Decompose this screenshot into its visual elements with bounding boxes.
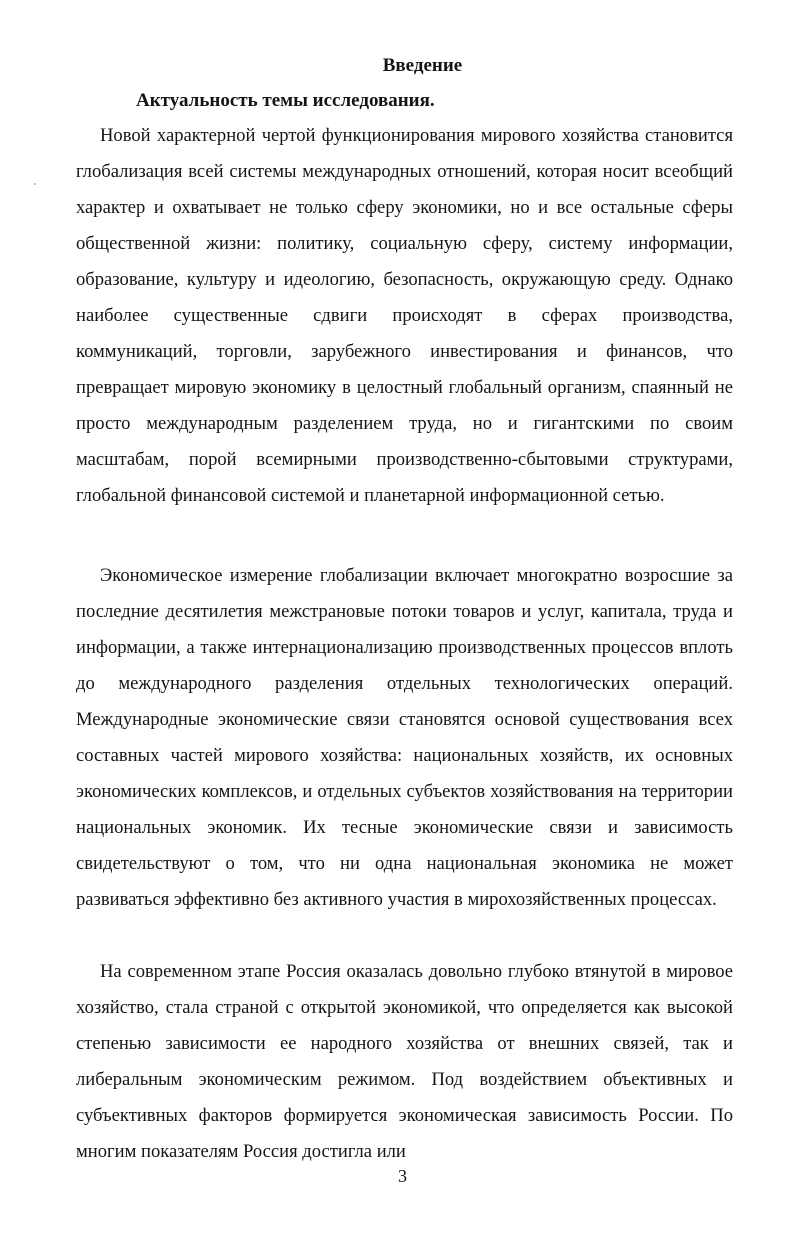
section-heading: Актуальность темы исследования. xyxy=(136,90,435,111)
scan-speck xyxy=(34,183,36,185)
page-number: 3 xyxy=(398,1166,407,1186)
paragraph-2: Экономическое измерение глобализации включает многократно возросшие за последние десятилетия межстрановые потоки товаров и услуг, капитала, труда и информации, а также интернационализацию производственных процессов вплоть до международного разделения отдельных технологических операций. Международные экономические связи становятся основой существования всех составных частей мирового хозяйства: национальных хозяйств, их основных экономических комплексов, и отдельных субъектов хозяйствования на территории национальных экономик. Их тесные экономические связи и зависимость свидетельствуют о том, что ни одна национальная экономика не может развиваться эффективно без активного участия в мирохозяйственных процессах. xyxy=(76,565,733,910)
paragraph-3: На современном этапе Россия оказалась довольно глубоко втянутой в мировое хозяйство, стала страной с открытой экономикой, что определяется как высокой степенью зависимости ее народного хозяйства от внешних связей, так и либеральным экономическим режимом. Под воздействием объективных и субъективных факторов формируется экономическая зависимость России. По многим показателям Россия достигла или xyxy=(76,961,733,1162)
page-title: Введение xyxy=(382,55,463,76)
paragraph-1: Новой характерной чертой функционирования мирового хозяйства становится глобализация всей системы международных отношений, которая носит всеобщий характер и охватывает не только сферу экономики, но и все остальные сферы общественной жизни: политику, социальную сферу, систему информации, образование, культуру и идеологию, безопасность, окружающую среду. Однако наиболее существенные сдвиги происходят в сферах производства, коммуникаций, торговли, зарубежного инвестирования и финансов, что превращает мировую экономику в целостный глобальный организм, спаянный не просто международным разделением труда, но и гигантскими по своим масштабам, порой всемирными производственно-сбытовыми структурами, глобальной финансовой системой и планетарной информационной сетью. xyxy=(76,125,733,506)
